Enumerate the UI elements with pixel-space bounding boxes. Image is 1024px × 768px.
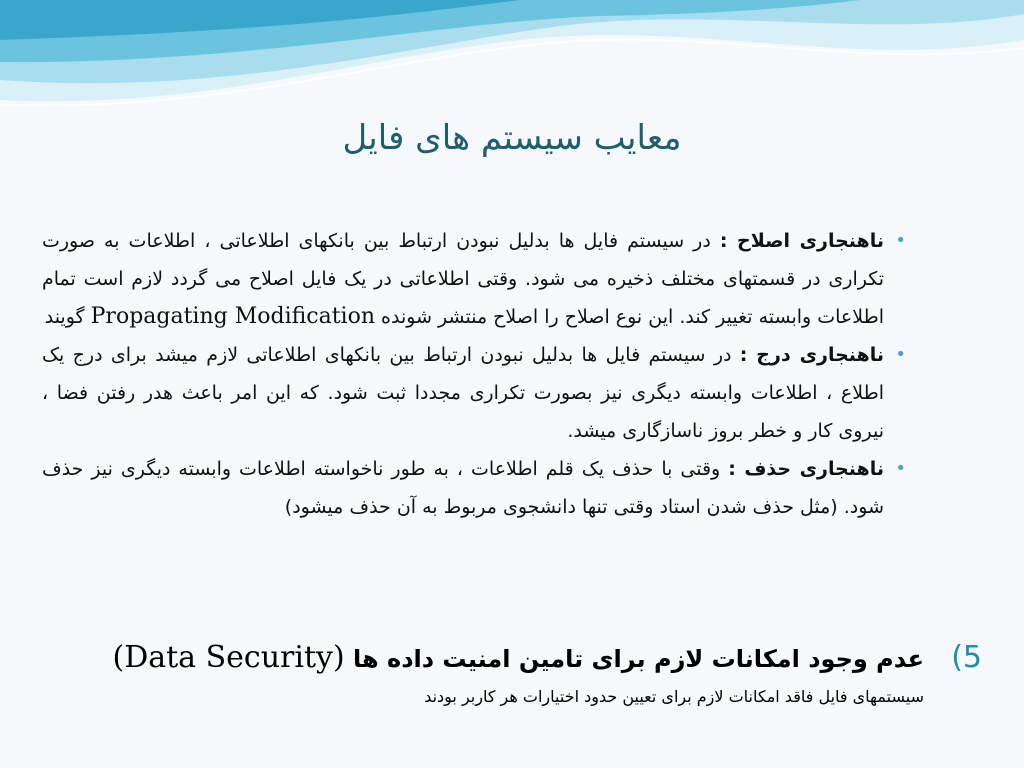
bullet-modification-anomaly — [42, 222, 906, 336]
bullet-dot-icon: • — [895, 230, 906, 251]
bullet-dot-icon: • — [895, 344, 906, 365]
bullet-text: در سیستم فایل ها بدلیل نبودن ارتباط بین بانکهای اطلاعاتی لازم میشد برای درج یک اطلاع ، اطلاعات وابسته دیگری نیز بصورت تکراری مجددا ثبت شود. که این امر باعث هدر رفتن فضا ، نیروی کار و خطر بروز ناسازگاری میشد. — [42, 344, 884, 442]
slide-title: معایب سیستم های فایل — [342, 118, 682, 158]
section-5 — [42, 632, 982, 709]
bullet-heading: ناهنجاری اصلاح : — [719, 230, 884, 252]
bullet-text: وقتی با حذف یک قلم اطلاعات ، به طور ناخواسته اطلاعات وابسته دیگری نیز حذف شود. (مثل حذف شدن استاد وقتی تنها دانشجوی مربوط به آن حذف میشود) — [42, 458, 884, 518]
bullet-delete-anomaly — [42, 450, 906, 526]
bullet-dot-icon: • — [895, 458, 906, 479]
header-waves-decoration — [0, 0, 1024, 130]
bullet-list — [42, 222, 906, 526]
bullet-text: در سیستم فایل ها بدلیل نبودن ارتباط بین بانکهای اطلاعاتی ، اطلاعات به صورت تکراری در قسمتهای مختلف ذخیره می شود. وقتی اطلاعاتی در یک فایل اصلاح می گردد لازم است تمام اطلاعات وابسته تغییر کند. این نوع اصلاح را اصلاح منتشر شونده — [42, 230, 884, 328]
bullet-latin-term: Propagating Modification — [90, 304, 376, 329]
bullet-heading: ناهنجاری درج : — [739, 344, 884, 366]
section-5-heading: عدم وجود امکانات لازم برای تامین امنیت داده ها — [344, 645, 924, 673]
section-5-subtext: سیستمهای فایل فاقد امکانات لازم برای تعیین حدود اختیارات هر کاربر بودند — [424, 687, 924, 706]
bullet-text-tail: گویند — [44, 306, 91, 328]
bullet-insert-anomaly — [42, 336, 906, 450]
section-5-heading-line — [42, 632, 982, 685]
section-5-latin-term: (Data Security) — [112, 640, 345, 675]
section-5-number: (5 — [951, 640, 982, 675]
bullet-heading: ناهنجاری حذف : — [728, 458, 884, 480]
